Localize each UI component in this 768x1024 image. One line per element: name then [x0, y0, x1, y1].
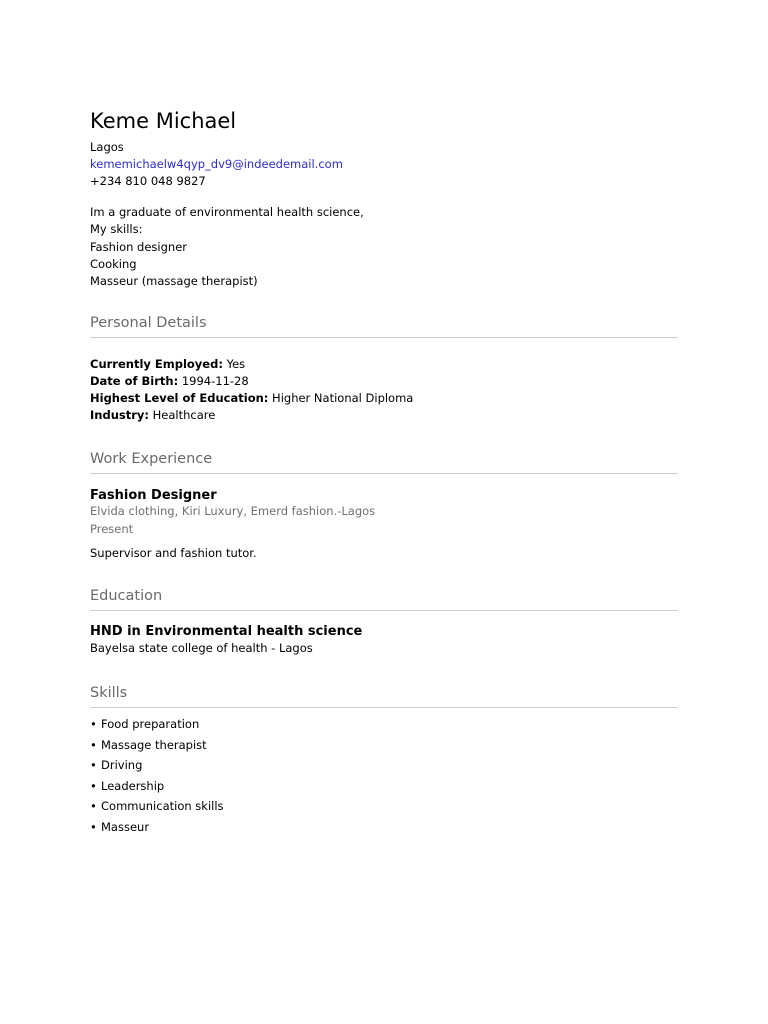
list-item: [90, 716, 224, 737]
section-title-skills: Skills: [90, 685, 678, 708]
bullet: •: [90, 758, 97, 772]
detail-label: Currently Employed:: [90, 357, 223, 371]
bullet: •: [90, 737, 97, 752]
email-link[interactable]: kememichaelw4qyp_dv9@indeedemail.com: [90, 157, 343, 171]
bullet: •: [90, 778, 97, 793]
skills-list: [90, 716, 224, 839]
school-name: Bayelsa state college of health - Lagos: [90, 641, 313, 655]
skill-label: Leadership: [101, 778, 165, 793]
job-period: Present: [90, 522, 134, 536]
summary: [90, 204, 364, 290]
skill-label: Masseur: [101, 819, 150, 834]
detail-value: Yes: [226, 357, 246, 371]
location: Lagos: [90, 140, 124, 154]
list-item: [90, 757, 224, 778]
detail-value: Healthcare: [152, 408, 216, 422]
skill-label: Communication skills: [101, 799, 224, 813]
bullet: •: [90, 717, 97, 731]
summary-line: Im a graduate of environmental health science,: [90, 205, 364, 219]
detail-label: Highest Level of Education:: [90, 391, 269, 405]
section-title-work-experience: Work Experience: [90, 451, 678, 474]
detail-row: [90, 390, 413, 407]
section-title-education: Education: [90, 588, 678, 611]
skill-label: Driving: [101, 758, 143, 772]
contact-block: [90, 139, 343, 190]
detail-row: [90, 373, 413, 390]
detail-row: [90, 407, 413, 424]
job-title: Fashion Designer: [90, 488, 217, 503]
job-description: Supervisor and fashion tutor.: [90, 546, 257, 560]
summary-line: Cooking: [90, 256, 137, 271]
detail-label: Industry:: [90, 408, 149, 422]
detail-value: Higher National Diploma: [272, 391, 414, 405]
phone: +234 810 048 9827: [90, 174, 206, 188]
skill-label: Food preparation: [101, 717, 200, 731]
list-item: [90, 798, 224, 819]
list-item: [90, 819, 224, 840]
skill-label: Massage therapist: [101, 737, 207, 752]
detail-value: 1994-11-28: [181, 374, 249, 388]
job-company: Elvida clothing, Kiri Luxury, Emerd fashion.-Lagos: [90, 504, 376, 518]
section-title-personal-details: Personal Details: [90, 315, 678, 338]
personal-details-list: [90, 356, 413, 424]
degree-title: HND in Environmental health science: [90, 624, 363, 639]
bullet: •: [90, 799, 97, 813]
summary-line: Masseur (massage therapist): [90, 274, 258, 289]
detail-row: [90, 356, 413, 373]
list-item: [90, 737, 224, 758]
detail-label: Date of Birth:: [90, 374, 179, 388]
summary-line: Fashion designer: [90, 239, 188, 254]
candidate-name: Keme Michael: [90, 109, 237, 133]
summary-line: My skills:: [90, 222, 143, 237]
list-item: [90, 778, 224, 799]
bullet: •: [90, 819, 97, 834]
